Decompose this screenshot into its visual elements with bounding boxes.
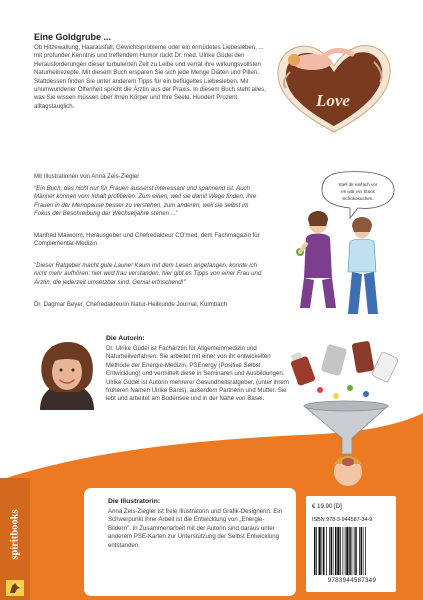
review-quote-2: "Dieser Ratgeber macht gute Laune! Kaum mit dem Lesen angefangen, konnte ich nicht mehr aufhören: hier wird frau verstanden, hier gibt es Tipps von einer Frau und Ärztin, die jederzeit umsetzbar sind. Genial erfrischend!" bbox=[34, 262, 262, 286]
heading: Eine Goldgrube ... bbox=[34, 32, 112, 42]
barcode-bar bbox=[314, 527, 316, 575]
barcode-bar bbox=[345, 527, 346, 575]
barcode-bar bbox=[361, 527, 363, 575]
svg-text:es wär ein Stück: es wär ein Stück bbox=[341, 189, 375, 194]
barcode-bar bbox=[335, 527, 337, 575]
publisher-logo-icon bbox=[6, 580, 24, 596]
barcode-bar bbox=[352, 527, 353, 575]
barcode-bar bbox=[346, 527, 348, 575]
author-bio: Dr. Ulrike Güdel ist Fachärztin für Allgemeinmedizin und Naturheilverfahren. Sie arbeitet mit einer von ihr entwickelten Methode der Energie-Medizin, PSEnergy (Positive Selbst Entwicklung) und vermittelt diese in Seminaren und Ausbildungen. Ulrike Güdel ist Autorin mehrerer Gesundheitsratgeber, (unter ihrem früheren Namen Ulrike Banis), außerdem Partnerin und Mutter. Sie lebt und arbeitet am Bodensee und in der Nähe von Basel. bbox=[106, 345, 289, 403]
price-label: € 19.90 [D] bbox=[312, 503, 342, 510]
illustration-credit: Mit Illustrationen von Anna Zeis-Ziegler bbox=[34, 173, 140, 180]
chocolate-love-text: Love bbox=[316, 91, 350, 110]
barcode-bar bbox=[365, 527, 366, 575]
author-heading: Die Autorin: bbox=[106, 335, 145, 342]
barcode-bar bbox=[355, 527, 357, 575]
barcode-bar bbox=[343, 527, 344, 575]
barcode-bar bbox=[322, 527, 323, 575]
funnel-pills-illustration bbox=[288, 338, 404, 488]
illustrator-heading: Die Illustratorin: bbox=[108, 498, 161, 505]
review-quote-1: "Ein Buch, das nicht nur für Frauen äusserst interessant und spannend ist. Auch Männer können vom Inhalt profitieren: Zum einen, weil sie damit Wege finden, ihre Frauen in der Menopause besser zu verstehen, zum anderen, weil sie selbst im Fokus der Beschreibung der Wechseljahre stehen ..." bbox=[34, 185, 257, 218]
speech-bubble-text bbox=[338, 182, 378, 201]
two-women-illustration bbox=[278, 168, 396, 318]
barcode-bar bbox=[331, 527, 333, 575]
barcode-bar bbox=[354, 527, 355, 575]
barcode-bar bbox=[340, 527, 341, 575]
barcode-graphic bbox=[312, 527, 392, 575]
barcode-bar bbox=[333, 527, 334, 575]
intro-text: Ob Hitzewallung, Haarausfall, Gewichtsprobleme oder ein ermüdetes Liebesleben, ... mit profunder Kenntnis und treffendem Humor rückt Dr. med. Ulrike Güdel den Herausforderungen dieser turbulenten Zeit zu Leibe und verrät ihre wirkungsvollsten Naturheilrezepte. Mit diesem Buch ersparen Sie sich jede Menge Diäten und Pillen. Stattdessen finden Sie unter anderem Tipps für ein beflügeltes Liebesleben. Mit unumwundener Offenheit spricht die Ärztin aus der Praxis. In diesem Buch steht alles, was Sie wissen müssen über Ihren Körper und Ihre Seele. Hundert Prozent alltagstauglich. bbox=[34, 44, 266, 110]
review-attribution-1: Manfred Maiworm, Herausgeber und Chefredakteur CO'med, dem Fachmagazin für Complementär-Medizin bbox=[34, 232, 260, 248]
barcode-bar bbox=[319, 527, 321, 575]
barcode-bar bbox=[323, 527, 325, 575]
publisher-name: spiritbooks bbox=[9, 508, 21, 560]
isbn-label: ISBN 978-3-944587-34-9 bbox=[312, 517, 373, 523]
barcode-bar bbox=[329, 527, 330, 575]
author-portrait bbox=[34, 340, 100, 410]
barcode-bar bbox=[337, 527, 339, 575]
publisher-wordmark bbox=[4, 494, 26, 574]
barcode-bar bbox=[349, 527, 351, 575]
svg-text:Schokokuchen.: Schokokuchen. bbox=[342, 196, 374, 201]
svg-text:Stell dir einfach vor: Stell dir einfach vor bbox=[338, 182, 378, 187]
barcode-bar bbox=[359, 527, 360, 575]
review-attribution-2: Dr. Dagmar Beyer, Chefredakteurin Natur-Heilkunde Journal, Kulmbach bbox=[34, 301, 228, 308]
barcode-bar bbox=[363, 527, 364, 575]
illustrator-bio: Anna Zeis-Ziegler ist freie Illustratorin und Grafik-Designerin. Ein Schwerpunkt ihrer Arbeit ist die Entwicklung von „Energie-Bildern". In Zusammenarbeit mit der Autorin sind daraus unter anderem PSE-Karten zur Unterstützung der Selbst Entwicklung entstanden. bbox=[108, 508, 283, 549]
barcode-number: 9783944587349 bbox=[327, 578, 377, 584]
barcode-bar bbox=[326, 527, 327, 575]
barcode-bar bbox=[316, 527, 317, 575]
chocolate-heart-illustration bbox=[272, 32, 396, 136]
